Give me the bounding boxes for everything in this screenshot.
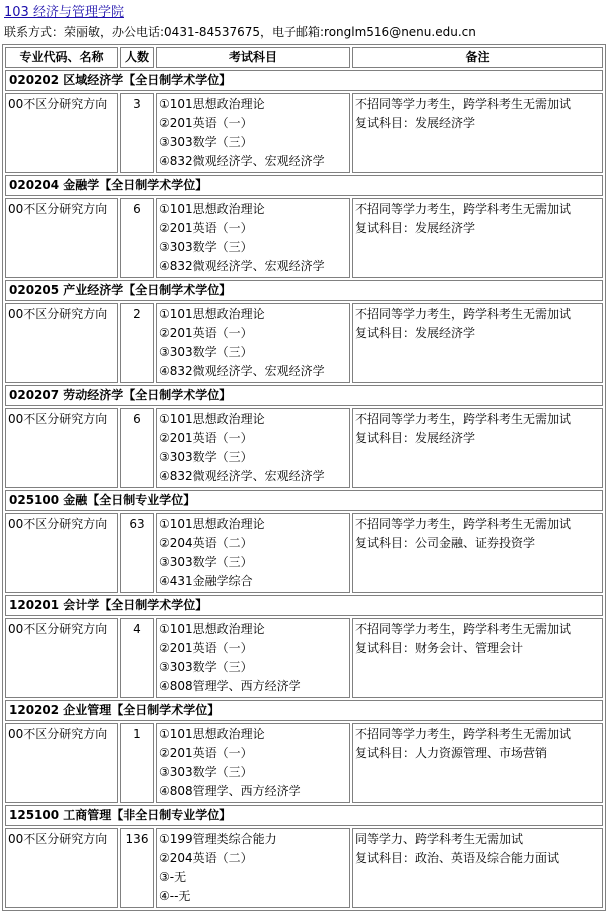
remark-line: 复试科目：公司金融、证券投资学 — [355, 536, 536, 550]
remark-line: 复试科目：发展经济学 — [355, 431, 476, 445]
exam-subject: ④808管理学、西方经济学 — [159, 679, 301, 693]
remark-line: 复试科目：发展经济学 — [355, 116, 476, 130]
research-direction: 00不区分研究方向 — [5, 303, 118, 383]
column-header-notes: 备注 — [352, 47, 603, 68]
exam-subjects — [156, 513, 350, 593]
remark-line: 不招同等学力考生，跨学科考生无需加试 — [355, 412, 572, 426]
major-title: 125100 工商管理【非全日制专业学位】 — [5, 805, 603, 826]
remark-line: 复试科目：发展经济学 — [355, 221, 476, 235]
table-header-row — [5, 47, 603, 68]
exam-subject: ④832微观经济学、宏观经济学 — [159, 469, 325, 483]
remark-line: 不招同等学力考生，跨学科考生无需加试 — [355, 202, 572, 216]
column-header-subjects: 考试科目 — [156, 47, 350, 68]
exam-subject: ③303数学（三） — [159, 240, 253, 254]
major-header-row — [5, 385, 603, 406]
major-header-row — [5, 805, 603, 826]
exam-subject: ②204英语（二） — [159, 536, 253, 550]
enrollment-count: 136 — [120, 828, 154, 908]
remarks — [352, 618, 603, 698]
major-header-row — [5, 700, 603, 721]
exam-subject: ①199管理类综合能力 — [159, 832, 277, 846]
exam-subject: ①101思想政治理论 — [159, 202, 265, 216]
exam-subject: ②201英语（一） — [159, 641, 253, 655]
table-row — [5, 198, 603, 278]
remarks — [352, 513, 603, 593]
exam-subject: ②201英语（一） — [159, 431, 253, 445]
remark-line: 复试科目：财务会计、管理会计 — [355, 641, 524, 655]
exam-subject: ②204英语（二） — [159, 851, 253, 865]
enrollment-count: 4 — [120, 618, 154, 698]
research-direction: 00不区分研究方向 — [5, 513, 118, 593]
major-header-row — [5, 70, 603, 91]
research-direction: 00不区分研究方向 — [5, 618, 118, 698]
exam-subject: ①101思想政治理论 — [159, 307, 265, 321]
exam-subject: ④808管理学、西方经济学 — [159, 784, 301, 798]
exam-subjects — [156, 408, 350, 488]
enrollment-count: 2 — [120, 303, 154, 383]
table-row — [5, 93, 603, 173]
exam-subject: ④--无 — [159, 889, 191, 903]
table-body — [5, 70, 603, 908]
exam-subjects — [156, 828, 350, 908]
exam-subject: ④832微观经济学、宏观经济学 — [159, 154, 325, 168]
column-header-major: 专业代码、名称 — [5, 47, 118, 68]
exam-subjects — [156, 93, 350, 173]
major-title: 020202 区域经济学【全日制学术学位】 — [5, 70, 603, 91]
major-title: 020204 金融学【全日制学术学位】 — [5, 175, 603, 196]
enrollment-table — [2, 44, 606, 911]
exam-subject: ④832微观经济学、宏观经济学 — [159, 259, 325, 273]
remark-line: 不招同等学力考生，跨学科考生无需加试 — [355, 97, 572, 111]
exam-subject: ①101思想政治理论 — [159, 517, 265, 531]
major-header-row — [5, 595, 603, 616]
research-direction: 00不区分研究方向 — [5, 93, 118, 173]
exam-subject: ①101思想政治理论 — [159, 97, 265, 111]
research-direction: 00不区分研究方向 — [5, 723, 118, 803]
major-header-row — [5, 175, 603, 196]
exam-subject: ②201英语（一） — [159, 326, 253, 340]
major-header-row — [5, 490, 603, 511]
research-direction: 00不区分研究方向 — [5, 198, 118, 278]
major-title: 120201 会计学【全日制学术学位】 — [5, 595, 603, 616]
exam-subjects — [156, 198, 350, 278]
enrollment-count: 6 — [120, 198, 154, 278]
enrollment-count: 3 — [120, 93, 154, 173]
remark-line: 复试科目：政治、英语及综合能力面试 — [355, 851, 560, 865]
enrollment-count: 63 — [120, 513, 154, 593]
exam-subject: ③303数学（三） — [159, 555, 253, 569]
research-direction: 00不区分研究方向 — [5, 408, 118, 488]
enrollment-count: 1 — [120, 723, 154, 803]
remarks — [352, 303, 603, 383]
exam-subject: ①101思想政治理论 — [159, 622, 265, 636]
exam-subjects — [156, 723, 350, 803]
remarks — [352, 408, 603, 488]
college-title-link[interactable]: 103 经济与管理学院 — [4, 5, 124, 20]
exam-subject: ④832微观经济学、宏观经济学 — [159, 364, 325, 378]
column-header-count: 人数 — [120, 47, 154, 68]
table-row — [5, 303, 603, 383]
exam-subject: ①101思想政治理论 — [159, 412, 265, 426]
exam-subject: ③-无 — [159, 870, 187, 884]
exam-subjects — [156, 303, 350, 383]
remarks — [352, 93, 603, 173]
exam-subject: ②201英语（一） — [159, 221, 253, 235]
remark-line: 不招同等学力考生，跨学科考生无需加试 — [355, 517, 572, 531]
remark-line: 不招同等学力考生，跨学科考生无需加试 — [355, 622, 572, 636]
remark-line: 同等学力、跨学科考生无需加试 — [355, 832, 524, 846]
exam-subject: ③303数学（三） — [159, 450, 253, 464]
exam-subject: ③303数学（三） — [159, 765, 253, 779]
major-title: 020207 劳动经济学【全日制学术学位】 — [5, 385, 603, 406]
exam-subject: ①101思想政治理论 — [159, 727, 265, 741]
table-row — [5, 828, 603, 908]
remarks — [352, 198, 603, 278]
remark-line: 不招同等学力考生，跨学科考生无需加试 — [355, 727, 572, 741]
exam-subject: ②201英语（一） — [159, 746, 253, 760]
table-row — [5, 408, 603, 488]
exam-subject: ③303数学（三） — [159, 660, 253, 674]
major-header-row — [5, 280, 603, 301]
exam-subject: ③303数学（三） — [159, 135, 253, 149]
table-row — [5, 618, 603, 698]
contact-info: 联系方式：荣丽敏，办公电话:0431-84537675，电子邮箱:ronglm516@nenu.edu.cn — [4, 25, 476, 39]
major-title: 020205 产业经济学【全日制学术学位】 — [5, 280, 603, 301]
table-row — [5, 723, 603, 803]
exam-subject: ②201英语（一） — [159, 116, 253, 130]
enrollment-count: 6 — [120, 408, 154, 488]
remark-line: 复试科目：发展经济学 — [355, 326, 476, 340]
exam-subject: ④431金融学综合 — [159, 574, 253, 588]
exam-subjects — [156, 618, 350, 698]
table-row — [5, 513, 603, 593]
remarks — [352, 828, 603, 908]
major-title: 025100 金融【全日制专业学位】 — [5, 490, 603, 511]
remark-line: 复试科目：人力资源管理、市场营销 — [355, 746, 548, 760]
remark-line: 不招同等学力考生，跨学科考生无需加试 — [355, 307, 572, 321]
research-direction: 00不区分研究方向 — [5, 828, 118, 908]
exam-subject: ③303数学（三） — [159, 345, 253, 359]
major-title: 120202 企业管理【全日制学术学位】 — [5, 700, 603, 721]
remarks — [352, 723, 603, 803]
